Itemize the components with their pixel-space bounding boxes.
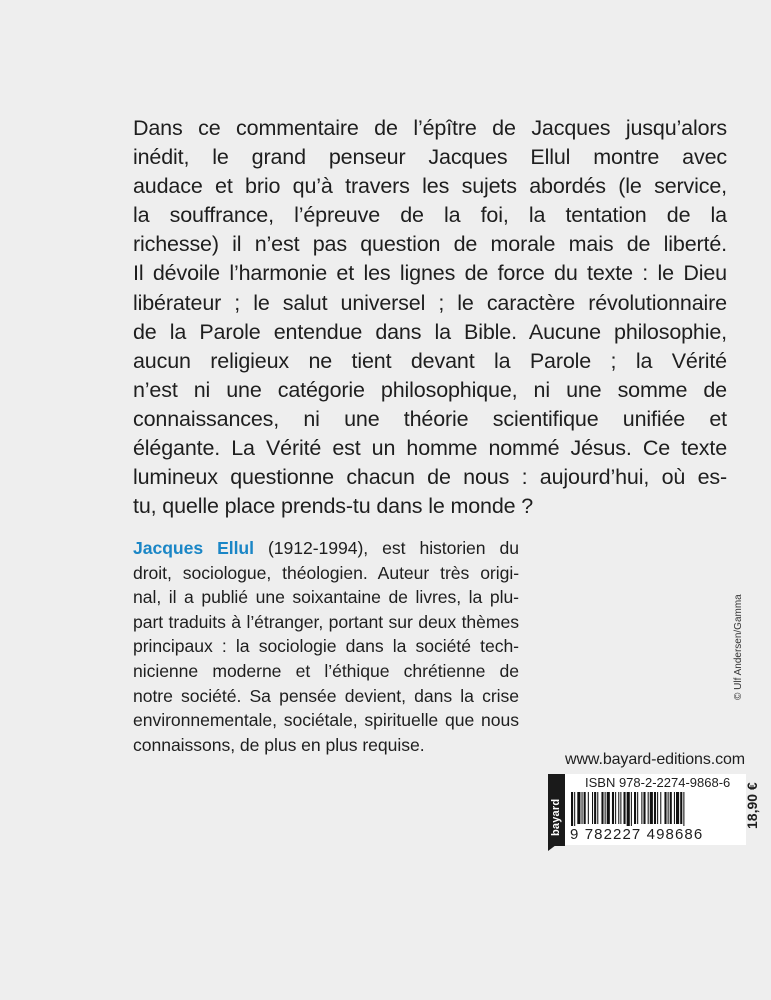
bio-line [133, 536, 519, 561]
bio-line: nal, il a publié une soixantaine de livres, la plu- [133, 587, 519, 608]
barcode-bars [571, 792, 723, 830]
bio-line: nicienne moderne et l’éthique chrétienne de [133, 660, 519, 681]
bio-line: environnementale, sociétale, spirituelle que nous [133, 710, 519, 731]
photo-credit: © Ulf Andersen/Gamma [733, 594, 744, 700]
blurb-line: de la Parole entendue dans la Bible. Aucune philosophie, [133, 319, 727, 344]
bio-line: notre société. Sa pensée devient, dans la crise [133, 685, 519, 706]
barcode-bar [670, 792, 672, 824]
barcode-bar [664, 792, 666, 824]
bio-line: part traduits à l’étranger, portant sur deux thèmes [133, 611, 519, 632]
barcode-bar [680, 792, 682, 824]
blurb-line: élégante. La Vérité est un homme nommé Jésus. Ce texte [133, 436, 727, 461]
barcode-bar [650, 792, 653, 824]
barcode-number: 9 782227 498686 [570, 826, 704, 843]
barcode-bar [607, 792, 610, 824]
barcode-bar [618, 792, 619, 824]
barcode-bar [597, 792, 598, 824]
barcode-bar [592, 792, 593, 824]
publisher-tab-tail [548, 845, 556, 851]
barcode-bar [582, 792, 583, 824]
barcode-bar [683, 792, 684, 830]
isbn-text: ISBN 978-2-2274-9868-6 [585, 775, 731, 790]
barcode-bar [676, 792, 679, 824]
barcode-bar [577, 792, 580, 824]
barcode-bar [624, 792, 626, 824]
barcode-bar [648, 792, 649, 824]
barcode-bar [584, 792, 586, 824]
bio-first-line-rest: (1912-1994), est historien du [253, 538, 519, 558]
barcode-bar [605, 792, 606, 824]
barcode-bar [654, 792, 656, 824]
blurb-line: Il dévoile l’harmonie et les lignes de force du texte : le Dieu [133, 261, 727, 286]
bio-line: connaissons, de plus en plus requise. [133, 734, 425, 755]
bio-line: droit, sociologue, théologien. Auteur très origi- [133, 562, 519, 583]
blurb-line: libérateur ; le salut universel ; le caractère révolutionnaire [133, 290, 727, 315]
blurb-line: lumineux questionne chacun de nous : aujourd’hui, où es- [133, 465, 727, 490]
barcode-bar [631, 792, 632, 830]
barcode-bar [660, 792, 661, 824]
blurb-line: Dans ce commentaire de l’épître de Jacques jusqu’alors [133, 116, 727, 140]
barcode-bar [668, 792, 669, 824]
author-name: Jacques Ellul [133, 538, 254, 558]
back-cover-blurb [133, 114, 727, 521]
blurb-line: audace et brio qu’à travers les sujets abordés (le service, [133, 174, 727, 199]
barcode-bar [641, 792, 642, 824]
barcode-bar [574, 792, 575, 830]
price-label: 18,90 € [744, 782, 760, 829]
barcode-bar [615, 792, 616, 824]
bio-line: principaux : la sociologie dans la société tech- [133, 636, 519, 657]
blurb-line: tu, quelle place prends-tu dans le monde ? [133, 494, 534, 519]
blurb-line: richesse) il n’est pas question de morale mais de liberté. [133, 232, 727, 257]
barcode-bar [620, 792, 621, 824]
blurb-line: inédit, le grand penseur Jacques Ellul montre avec [133, 145, 727, 170]
barcode-bar [571, 792, 573, 830]
barcode-bar [601, 792, 603, 824]
barcode-bar [643, 792, 645, 824]
barcode-bar [627, 792, 630, 830]
publisher-logo-text: bayard [550, 798, 562, 836]
barcode-bar [637, 792, 638, 824]
publisher-website: www.bayard-editions.com [565, 751, 745, 768]
barcode-bar [594, 792, 596, 824]
barcode-bar [588, 792, 589, 824]
author-bio [133, 536, 519, 757]
blurb-line: aucun religieux ne tient devant la Parole ; la Vérité [133, 348, 727, 373]
blurb-line: la souffrance, l’épreuve de la foi, la tentation de la [133, 203, 727, 228]
barcode-bar [674, 792, 675, 824]
blurb-line: n’est ni une catégorie philosophique, ni une somme de [133, 377, 727, 402]
barcode-bar [612, 792, 614, 824]
barcode-bar [634, 792, 636, 824]
barcode-bar [657, 792, 658, 824]
blurb-line: connaissances, ni une théorie scientifique unifiée et [133, 406, 727, 431]
publisher-logo-tab [548, 774, 565, 846]
